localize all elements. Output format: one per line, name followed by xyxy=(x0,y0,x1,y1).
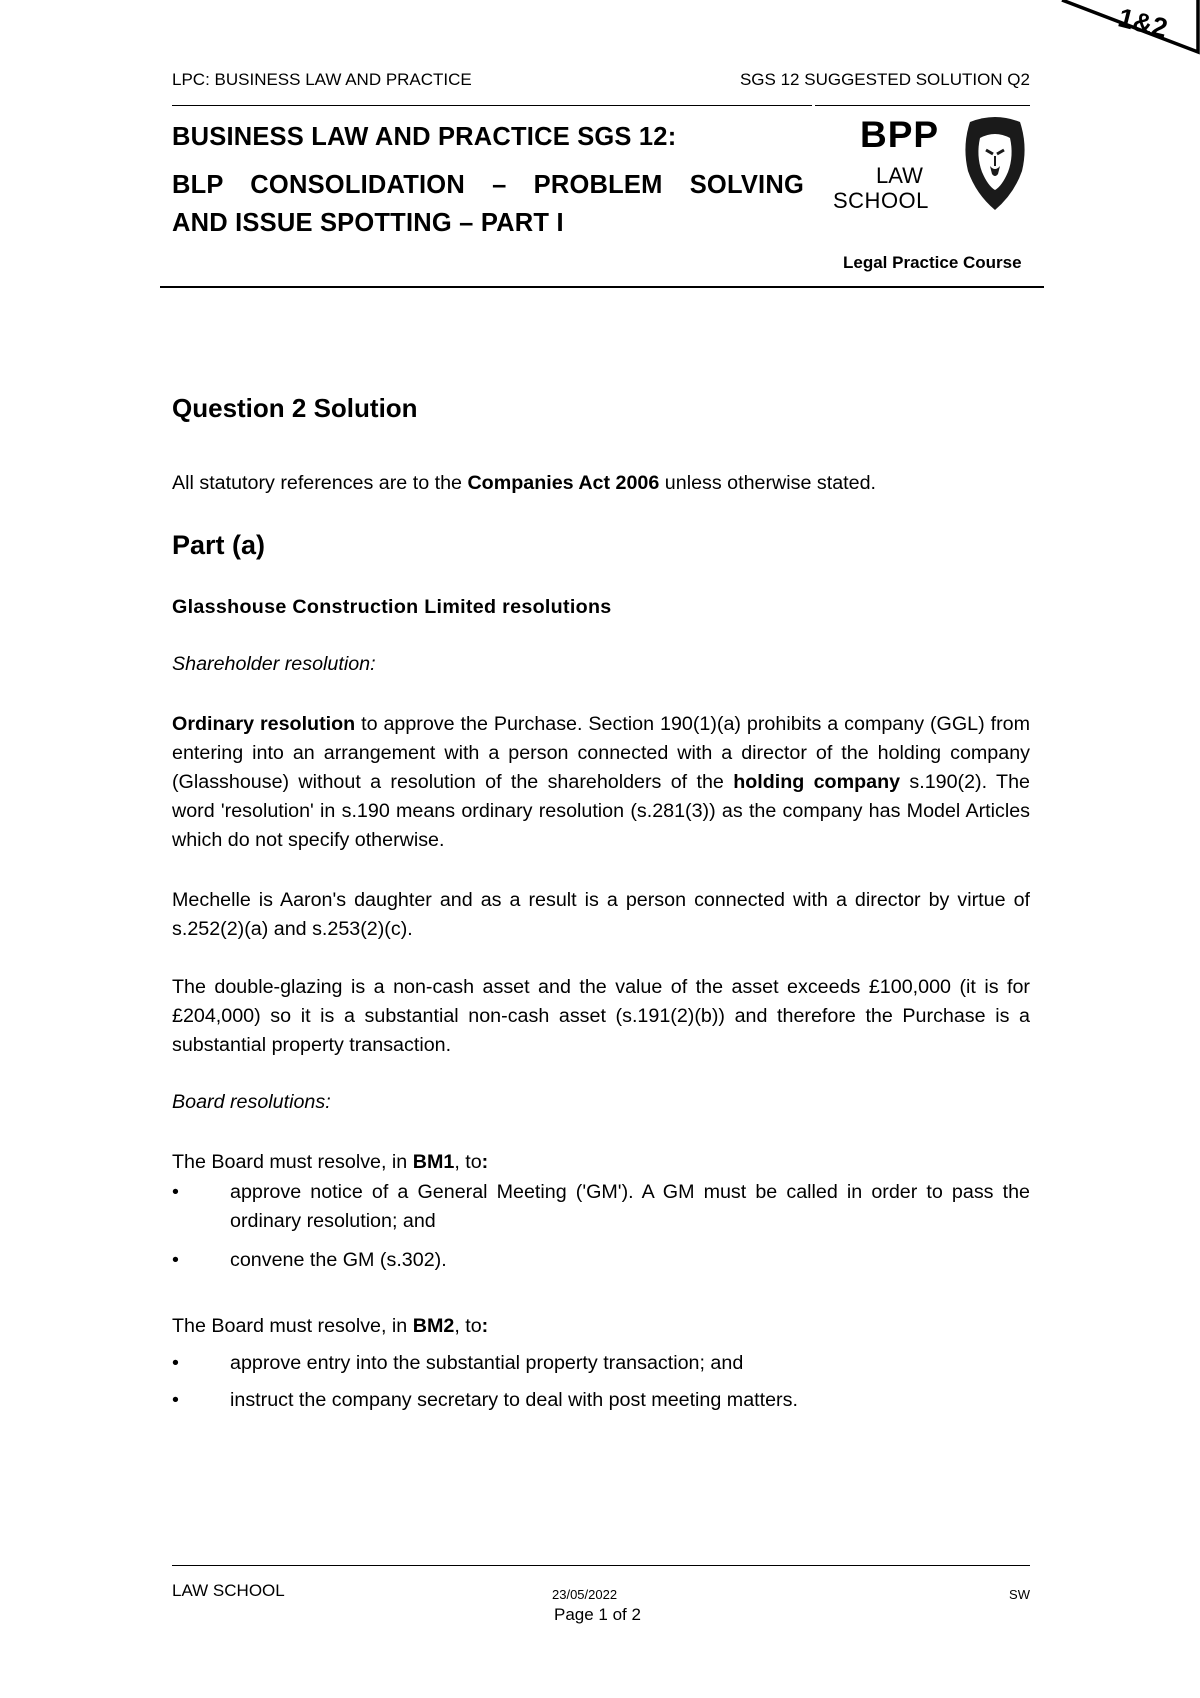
title-block-rule xyxy=(160,286,1044,288)
bullet-icon: • xyxy=(172,1181,179,1203)
bullet-icon: • xyxy=(172,1389,179,1411)
list-item: • approve notice of a General Meeting ('GM'). A GM must be called in order to pass the ordinary resolution; and xyxy=(172,1178,1030,1236)
list-item: • instruct the company secretary to deal with post meeting matters. xyxy=(172,1386,1030,1415)
intro-paragraph: All statutory references are to the Companies Act 2006 unless otherwise stated. xyxy=(172,472,877,494)
section-heading: Glasshouse Construction Limited resolutions xyxy=(172,596,612,618)
header-left: LPC: BUSINESS LAW AND PRACTICE xyxy=(172,70,472,89)
footer-rule xyxy=(172,1565,1030,1566)
footer-right: SW xyxy=(1009,1587,1030,1602)
corner-tag: 1&2 xyxy=(1115,2,1171,44)
footer-left: LAW SCHOOL xyxy=(172,1581,285,1600)
logo-bpp: BPP xyxy=(860,114,940,155)
bm2-intro: The Board must resolve, in BM2, to: xyxy=(172,1315,489,1337)
board-label: Board resolutions: xyxy=(172,1091,331,1113)
paragraph-connected-person: Mechelle is Aaron's daughter and as a result is a person connected with a director by virtue of s.252(2)(a) and s.253(2)(c). xyxy=(172,889,1030,940)
course-label: Legal Practice Course xyxy=(843,253,1022,272)
bullet-icon: • xyxy=(172,1352,179,1374)
bullet-icon: • xyxy=(172,1249,179,1271)
paragraph-substantial-asset: The double-glazing is a non-cash asset and the value of the asset exceeds £100,000 (it is for £204,000) so it is a substantial non-cash asset (s.191(2)(b)) and therefore the Purchase is a substantial property transaction. xyxy=(172,976,1030,1056)
lion-shield-icon xyxy=(962,116,1028,212)
page-number: Page 1 of 2 xyxy=(554,1605,641,1624)
title-line-1: BUSINESS LAW AND PRACTICE SGS 12: xyxy=(172,123,677,151)
paragraph-ordinary-resolution: Ordinary resolution to approve the Purchase. Section 190(1)(a) prohibits a company (GGL) from entering into an arrangement with a person connected with a director of the holding company (Glasshouse) without a resolution of the shareholders of the holding company s.190(2). The word 'resolution' in s.190 means ordinary resolution (s.281(3)) as the company has Model Articles which do not specify otherwise. xyxy=(172,713,1030,851)
logo-school: SCHOOL xyxy=(833,188,929,213)
list-item: • convene the GM (s.302). xyxy=(172,1246,1030,1275)
title-line-3: AND ISSUE SPOTTING – PART I xyxy=(172,209,564,237)
title-line-2: BLP CONSOLIDATION – PROBLEM SOLVING xyxy=(172,171,804,199)
header-rule-right xyxy=(815,105,1030,106)
footer-date: 23/05/2022 xyxy=(552,1587,618,1602)
logo-law: LAW xyxy=(876,163,923,188)
list-item: • approve entry into the substantial property transaction; and xyxy=(172,1349,1030,1378)
shareholder-label: Shareholder resolution: xyxy=(172,653,376,675)
bm1-intro: The Board must resolve, in BM1, to: xyxy=(172,1151,489,1173)
header-rule-left xyxy=(172,105,812,106)
header-right: SGS 12 SUGGESTED SOLUTION Q2 xyxy=(739,70,1030,89)
question-heading: Question 2 Solution xyxy=(172,393,418,423)
part-heading: Part (a) xyxy=(172,530,266,560)
